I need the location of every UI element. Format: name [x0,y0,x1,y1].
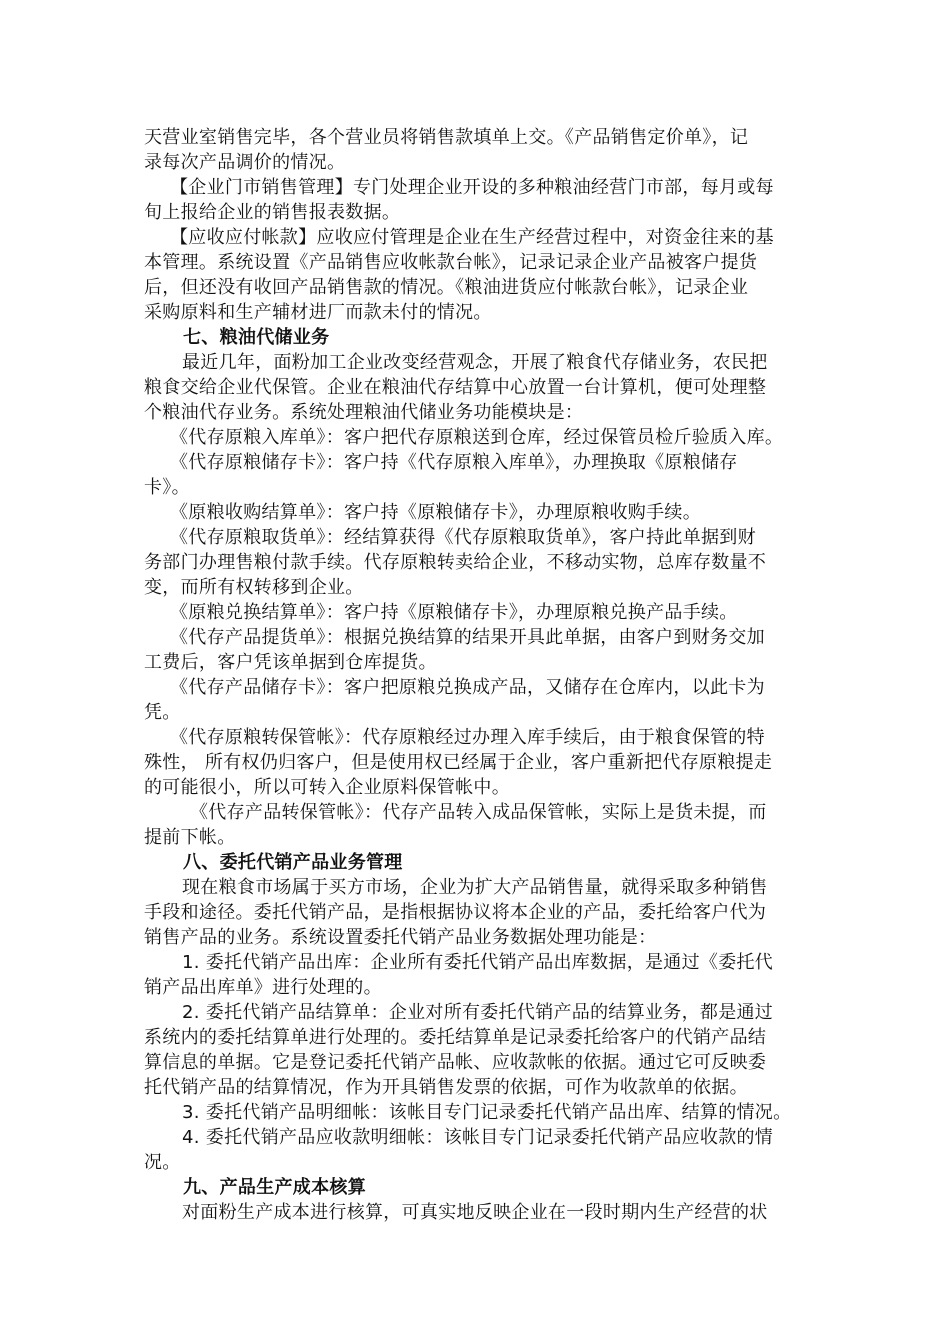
text-line: 现在粮食市场属于买方市场，企业为扩大产品销售量，就得采取多种销售 [182,877,768,898]
text-line: 3. 委托代销产品明细帐：该帐目专门记录委托代销产品出库、结算的情况。 [182,1102,792,1123]
text-line: 殊性， 所有权仍归客户，但是使用权已经属于企业，客户重新把代存原粮提走 [144,752,773,773]
text-line: 算信息的单据。它是登记委托代销产品帐、应收款帐的依据。通过它可反映委 [144,1052,767,1073]
text-line: 《代存产品提货单》：根据兑换结算的结果开具此单据，由客户到财务交加 [170,627,765,648]
text-line: 4. 委托代销产品应收款明细帐：该帐目专门记录委托代销产品应收款的情 [182,1127,774,1148]
section-heading: 九、产品生产成本核算 [183,1177,366,1198]
text-line: 后，但还没有收回产品销售款的情况。《粮油进货应付帐款台帐》，记录企业 [144,277,749,298]
text-line: 2. 委托代销产品结算单：企业对所有委托代销产品的结算业务，都是通过 [182,1002,774,1023]
text-line: 最近几年，面粉加工企业改变经营观念，开展了粮食代存储业务，农民把 [182,352,768,373]
text-line: 《原粮兑换结算单》：客户持《原粮储存卡》，办理原粮兑换产品手续。 [170,602,738,623]
text-line: 务部门办理售粮付款手续。代存原粮转卖给企业，不移动实物，总库存数量不 [144,552,767,573]
text-line: 工费后，客户凭该单据到仓库提货。 [144,652,437,673]
text-line: 采购原料和生产辅材进厂而款未付的情况。 [144,302,492,323]
text-line: 系统内的委托结算单进行处理的。委托结算单是记录委托给客户的代销产品结 [144,1027,767,1048]
text-line: 凭。 [144,702,181,723]
text-line: 【企业门市销售管理】专门处理企业开设的多种粮油经营门市部，每月或每 [170,177,774,198]
text-line: 销售产品的业务。系统设置委托代销产品业务数据处理功能是： [144,927,657,948]
text-line: 本管理。系统设置《产品销售应收帐款台帐》，记录记录企业产品被客户提货 [144,252,758,273]
text-line: 《代存原粮取货单》：经结算获得《代存原粮取货单》，客户持此单据到财 [170,527,756,548]
text-line: 销产品出库单》进行处理的。 [144,977,382,998]
text-line: 录每次产品调价的情况。 [144,152,346,173]
text-line: 对面粉生产成本进行核算，可真实地反映企业在一段时期内生产经营的状 [182,1202,768,1223]
text-line: 手段和途径。委托代销产品，是指根据协议将本企业的产品，委托给客户代为 [144,902,767,923]
text-line: 《代存原粮转保管帐》：代存原粮经过办理入库手续后，由于粮食保管的特 [170,727,765,748]
text-line: 【应收应付帐款】应收应付管理是企业在生产经营过程中，对资金往来的基 [170,227,774,248]
text-line: 《代存产品储存卡》：客户把原粮兑换成产品，又储存在仓库内，以此卡为 [170,677,765,698]
text-line: 《原粮收购结算单》：客户持《原粮储存卡》，办理原粮收购手续。 [170,502,701,523]
text-line: 况。 [144,1152,181,1173]
section-heading: 八、委托代销产品业务管理 [183,852,403,873]
text-line: 《代存原粮入库单》：客户把代存原粮送到仓库，经过保管员检斤验质入库。 [170,427,784,448]
text-line: 个粮油代存业务。系统处理粮油代储业务功能模块是： [144,402,584,423]
section-heading: 七、粮油代储业务 [183,327,330,348]
text-line: 1. 委托代销产品出库：企业所有委托代销产品出库数据，是通过《委托代 [182,952,774,973]
text-line: 提前下帐。 [144,827,236,848]
text-line: 旬上报给企业的销售报表数据。 [144,202,401,223]
text-line: 变，而所有权转移到企业。 [144,577,364,598]
text-line: 托代销产品的结算情况，作为开具销售发票的依据，可作为收款单的依据。 [144,1077,748,1098]
text-line: 《代存产品转保管帐》：代存产品转入成品保管帐，实际上是货未提，而 [190,802,767,823]
text-line: 天营业室销售完毕，各个营业员将销售款填单上交。《产品销售定价单》，记 [144,127,749,148]
text-line: 的可能很小，所以可转入企业原料保管帐中。 [144,777,510,798]
text-line: 卡》。 [144,477,190,498]
text-line: 粮食交给企业代保管。企业在粮油代存结算中心放置一台计算机，便可处理整 [144,377,767,398]
text-line: 《代存原粮储存卡》：客户持《代存原粮入库单》，办理换取《原粮储存 [170,452,738,473]
